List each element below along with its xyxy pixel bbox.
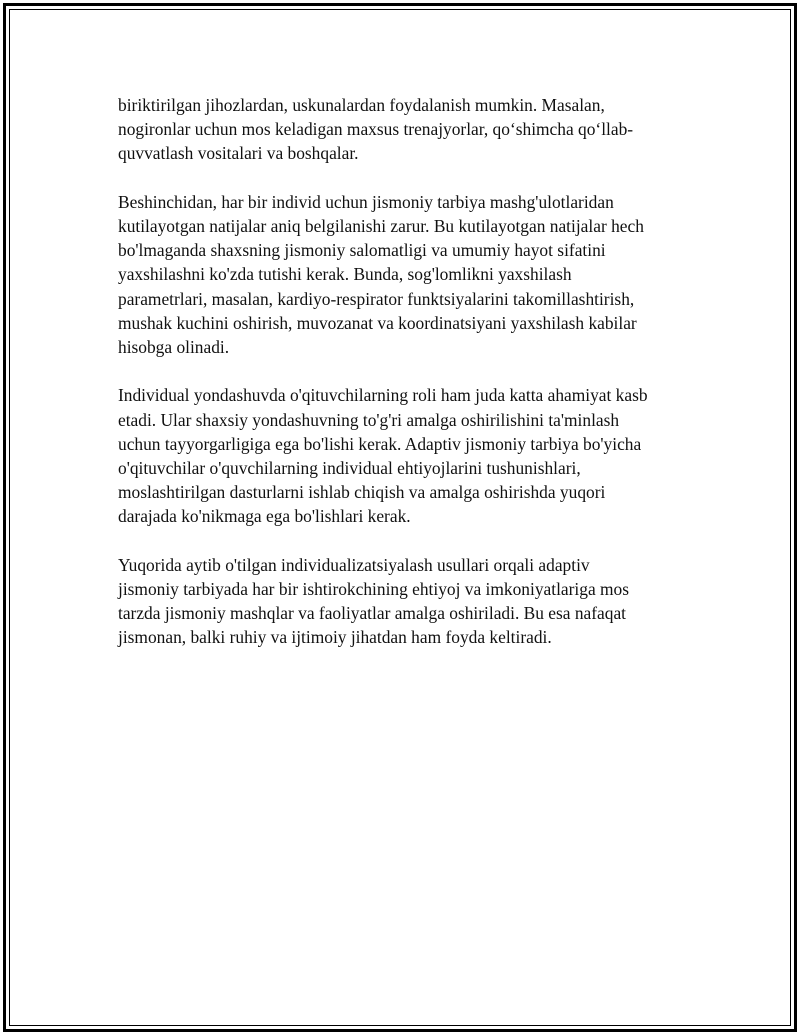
text-line: o'qituvchilar o'quvchilarning individual ehtiyojlarini tushunishlari,: [118, 458, 581, 479]
text-line: parametrlari, masalan, kardiyo-respirator funktsiyalarini takomillashtirish,: [118, 288, 635, 309]
text-line: jismonan, balki ruhiy va ijtimoiy jihatdan ham foyda keltiradi.: [118, 627, 552, 648]
paragraph-4: [118, 553, 698, 650]
text-line: Yuqorida aytib o'tilgan individualizatsiyalash usullari orqali adaptiv: [118, 554, 590, 575]
text-line: darajada ko'nikmaga ega bo'lishlari kerak.: [118, 506, 411, 527]
text-line: bo'lmaganda shaxsning jismoniy salomatligi va umumiy hayot sifatini: [118, 240, 606, 261]
text-line: biriktirilgan jihozlardan, uskunalardan foydalanish mumkin. Masalan,: [118, 95, 605, 115]
text-line: tarzda jismoniy mashqlar va faoliyatlar amalga oshiriladi. Bu esa nafaqat: [118, 603, 627, 624]
text-line: moslashtirilgan dasturlarni ishlab chiqish va amalga oshirishda yuqori: [118, 482, 606, 503]
document-body: [118, 93, 698, 674]
text-line: uchun tayyorgarligiga ega bo'lishi kerak. Adaptiv jismoniy tarbiya bo'yicha: [118, 433, 642, 454]
text-line: kutilayotgan natijalar aniq belgilanishi zarur. Bu kutilayotgan natijalar hech: [118, 216, 644, 236]
text-line: mushak kuchini oshirish, muvozanat va koordinatsiyani yaxshilash kabilar: [118, 312, 637, 333]
text-line: hisobga olinadi.: [118, 337, 230, 358]
text-line: nogironlar uchun mos keladigan maxsus trenajyorlar, qo‘shimcha qo‘llab-: [118, 119, 634, 140]
paragraph-3: [118, 383, 698, 528]
paragraph-1: [118, 93, 698, 166]
text-line: quvvatlash vositalari va boshqalar.: [118, 143, 359, 164]
text-line: Individual yondashuvda o'qituvchilarning roli ham juda katta ahamiyat kasb: [118, 385, 648, 406]
text-line: yaxshilashni ko'zda tutishi kerak. Bunda, sog'lomlikni yaxshilash: [118, 264, 572, 285]
text-line: etadi. Ular shaxsiy yondashuvning to'g'ri amalga oshirilishini ta'minlash: [118, 409, 620, 430]
text-line: Beshinchidan, har bir individ uchun jismoniy tarbiya mashg'ulotlaridan: [118, 191, 614, 212]
paragraph-2: [118, 190, 698, 359]
text-line: jismoniy tarbiyada har bir ishtirokchining ehtiyoj va imkoniyatlariga mos: [118, 579, 629, 600]
